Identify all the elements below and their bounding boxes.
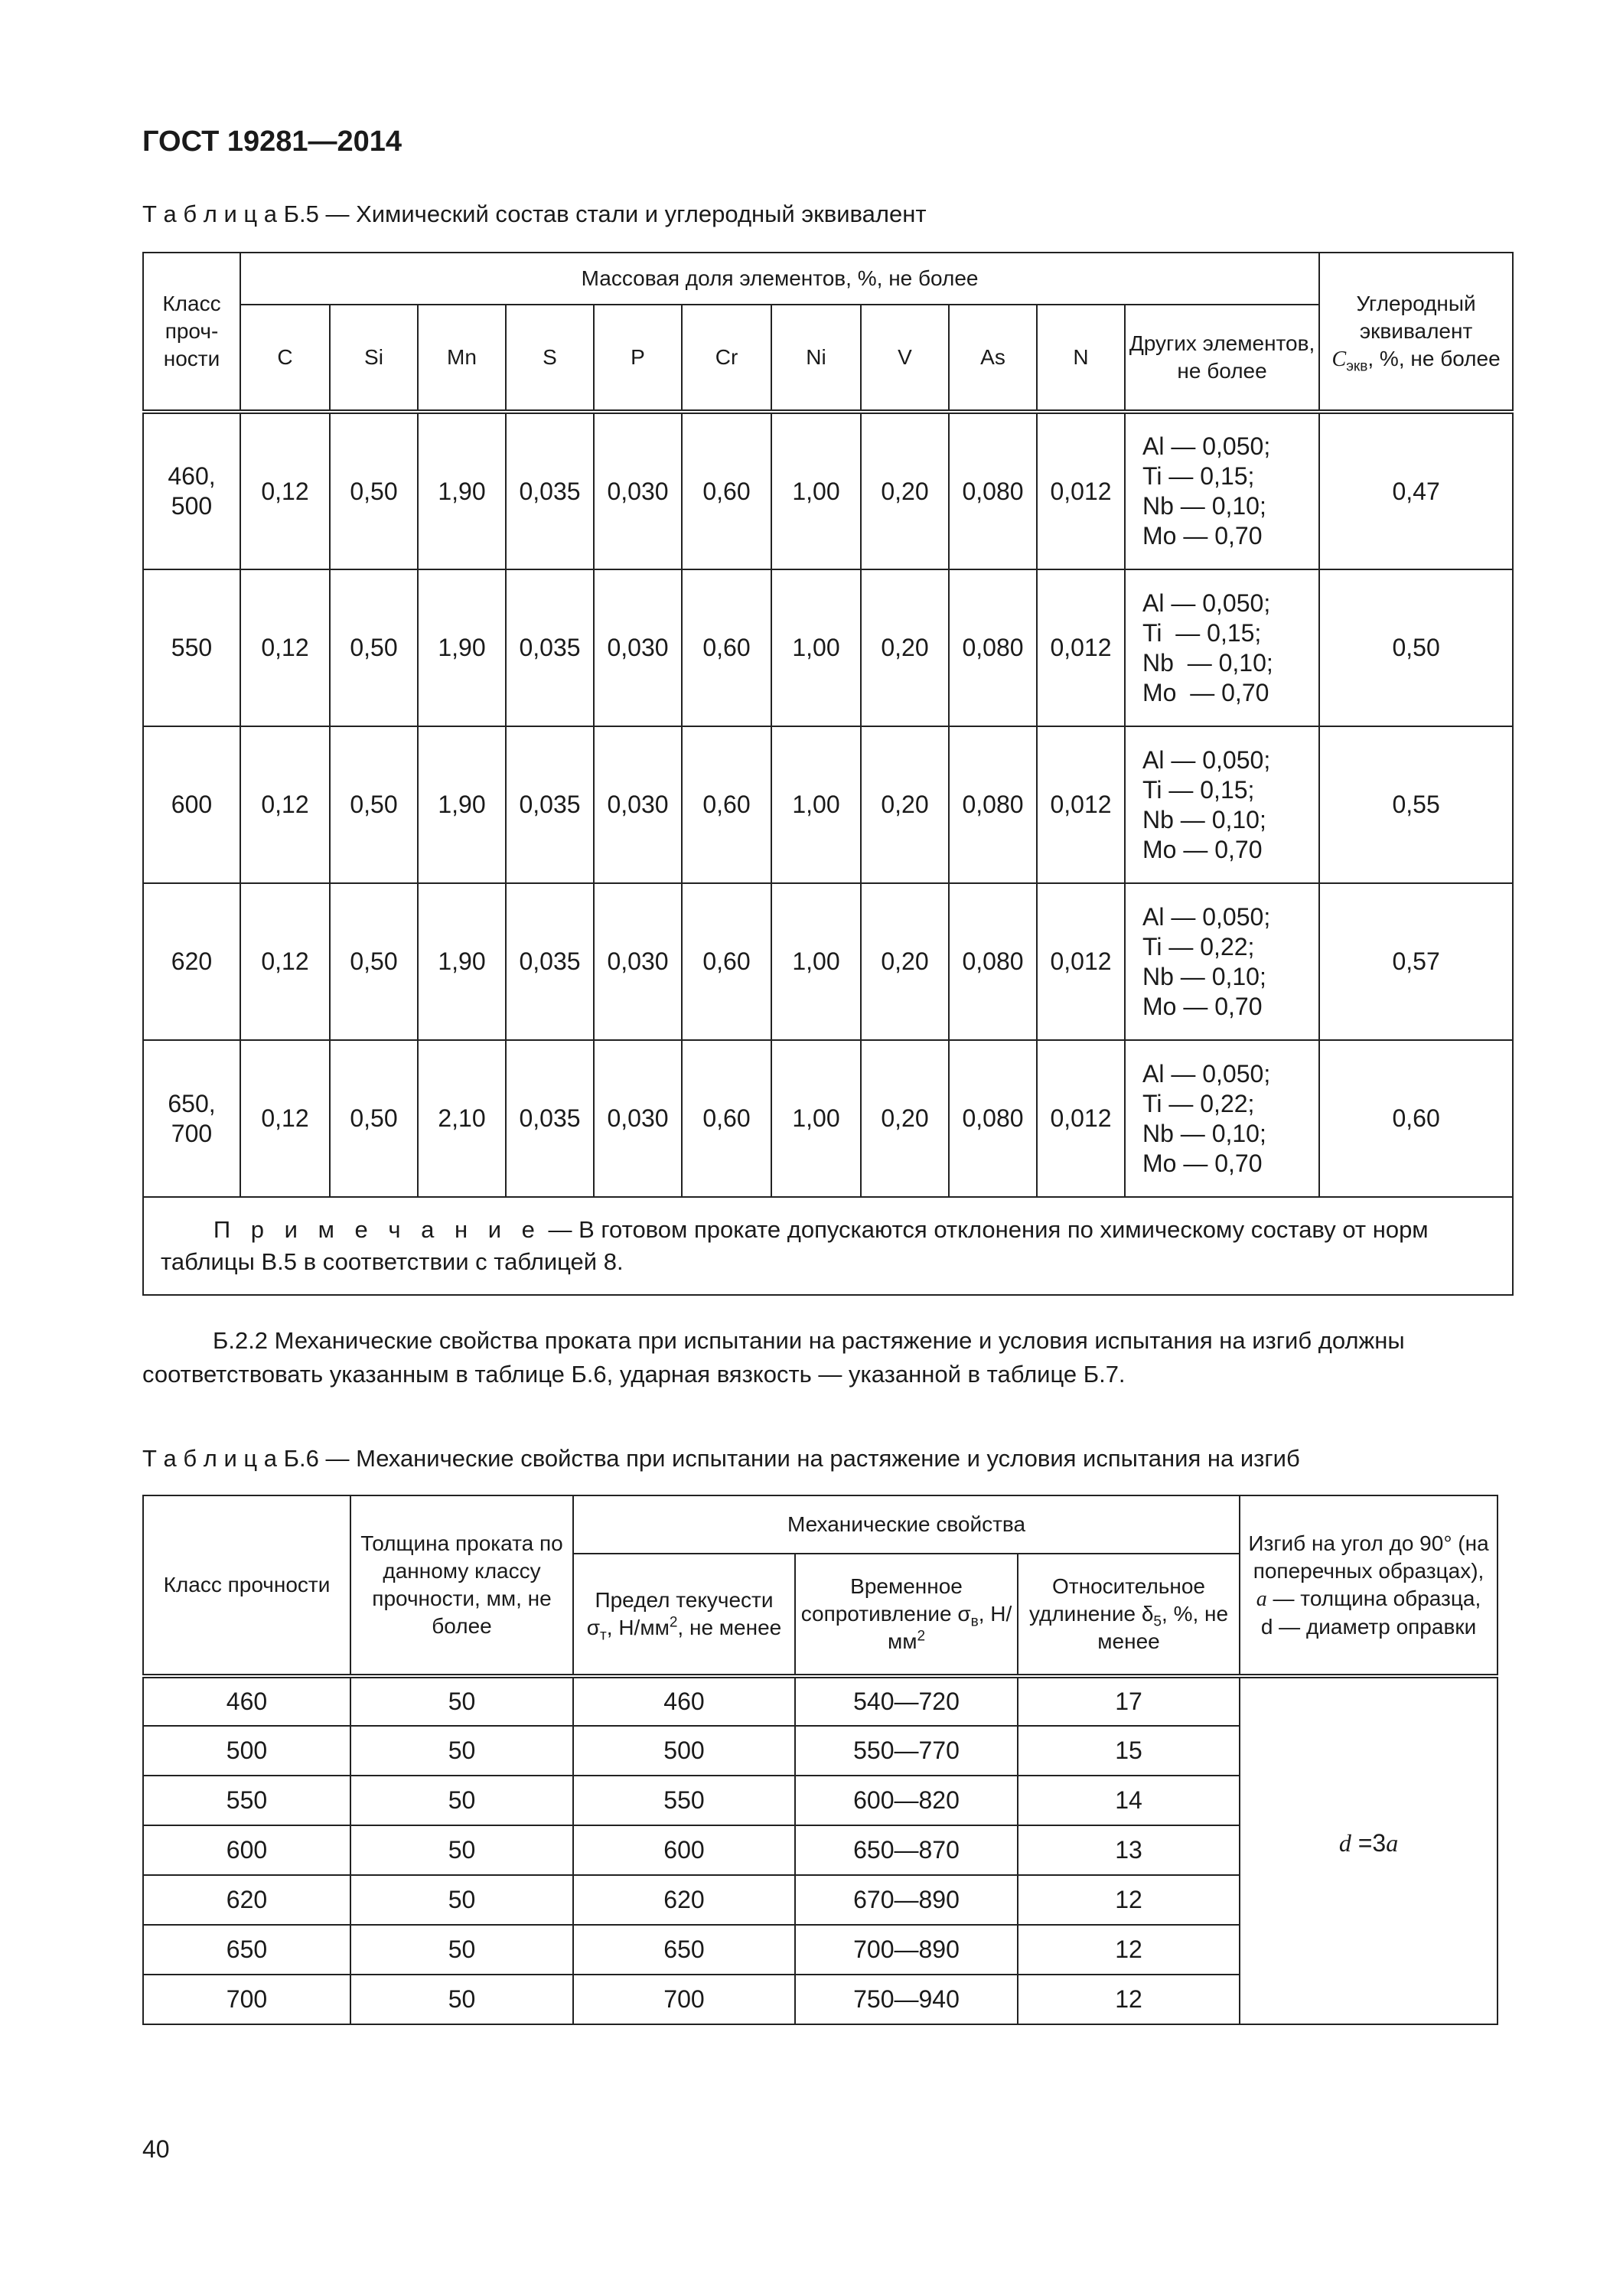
t5-other-element-line: Ti — 0,15;	[1142, 462, 1255, 490]
t5-cell-si: 0,50	[330, 1040, 418, 1197]
t5-cell-cr: 0,60	[682, 883, 771, 1040]
t5-other-element-line: Mo — 0,70	[1142, 835, 1263, 863]
t5-cell-c: 0,12	[240, 726, 330, 883]
t6-bend-value-d: d	[1338, 1829, 1351, 1857]
t5-cell-n: 0,012	[1037, 412, 1125, 569]
t5-cell-c: 0,12	[240, 883, 330, 1040]
t6-cell-tensile: 750—940	[795, 1975, 1018, 2024]
t6-row	[143, 1676, 1498, 1726]
paragraph-b-2-2: Б.2.2 Механические свойства проката при испытании на растяжение и условия испытания на изгиб должны соответствовать указанным в таблице Б.6, ударная вязкость — указанной в таблице Б.7.	[142, 1327, 1405, 1388]
t6-elong-label: Относительное удлинение	[1028, 1574, 1205, 1626]
t6-cell-class: 550	[143, 1776, 350, 1825]
table-6	[142, 1495, 1498, 2025]
t6-cell-yield: 600	[573, 1825, 795, 1875]
t6-bend-line1: Изгиб на угол до 90° (на поперечных образцах),	[1248, 1531, 1489, 1583]
t5-other-element-line: Ti — 0,15;	[1142, 618, 1262, 647]
t5-other-element-line: Mo — 0,70	[1142, 678, 1269, 706]
table-5	[142, 252, 1514, 1296]
t5-cell-p: 0,030	[594, 726, 682, 883]
t6-cell-class: 700	[143, 1975, 350, 2024]
t5-header-mass-fraction: Массовая доля элементов, %, не более	[240, 253, 1319, 305]
t5-cell-as: 0,080	[949, 883, 1037, 1040]
t5-ceq-symbol: С	[1331, 347, 1347, 371]
t5-element-header-row	[143, 305, 1513, 412]
t6-header-mechanical: Механические свойства	[573, 1495, 1240, 1554]
t6-header-thickness: Толщина проката по данному классу прочности, мм, не более	[350, 1495, 573, 1676]
t6-cell-thickness: 50	[350, 1825, 573, 1875]
t6-elong-unit: , %, не менее	[1097, 1602, 1229, 1653]
t5-header-element-as: As	[949, 305, 1037, 412]
t6-cell-class: 600	[143, 1825, 350, 1875]
t5-cell-mn: 1,90	[418, 412, 506, 569]
t5-cell-ni: 1,00	[771, 883, 861, 1040]
t5-other-element-line: Al — 0,050;	[1142, 745, 1271, 774]
t5-cell-class: 550	[143, 569, 240, 726]
t5-other-element-line: Ti — 0,22;	[1142, 1089, 1255, 1117]
t6-cell-thickness: 50	[350, 1875, 573, 1925]
t6-cell-tensile: 550—770	[795, 1726, 1018, 1776]
t5-other-element-line: Mo — 0,70	[1142, 992, 1263, 1020]
t5-cell-n: 0,012	[1037, 726, 1125, 883]
t6-cell-tensile: 670—890	[795, 1875, 1018, 1925]
t6-header-bend	[1240, 1495, 1498, 1676]
t5-cell-other-elements	[1125, 569, 1319, 726]
t5-other-element-line: Mo — 0,70	[1142, 1149, 1263, 1177]
t5-other-element-line: Nb — 0,10;	[1142, 492, 1266, 520]
t5-cell-p: 0,030	[594, 1040, 682, 1197]
t5-cell-carbon-equivalent: 0,57	[1319, 883, 1513, 1040]
t6-header-elongation	[1018, 1554, 1240, 1676]
t5-other-element-line: Nb — 0,10;	[1142, 648, 1273, 677]
t5-ceq-unit: , %, не более	[1367, 346, 1501, 370]
t5-header-element-si: Si	[330, 305, 418, 412]
table-5-caption-text: Б.5 — Химический состав стали и углеродный эквивалент	[283, 201, 927, 227]
t5-cell-mn: 1,90	[418, 726, 506, 883]
t5-other-element-line: Nb — 0,10;	[1142, 805, 1266, 833]
t5-cell-class: 460, 500	[143, 412, 240, 569]
t6-tensile-sub: в	[970, 1613, 979, 1630]
t6-cell-class: 460	[143, 1676, 350, 1726]
t6-cell-class: 620	[143, 1875, 350, 1925]
t6-yield-sub: т	[600, 1627, 607, 1644]
t6-cell-yield: 700	[573, 1975, 795, 2024]
t5-cell-class: 650, 700	[143, 1040, 240, 1197]
t5-other-element-line: Nb — 0,10;	[1142, 962, 1266, 990]
t5-cell-carbon-equivalent: 0,60	[1319, 1040, 1513, 1197]
t6-cell-yield: 500	[573, 1726, 795, 1776]
t5-row	[143, 1040, 1513, 1197]
t6-cell-thickness: 50	[350, 1925, 573, 1975]
t5-cell-ni: 1,00	[771, 726, 861, 883]
t6-cell-elongation: 12	[1018, 1925, 1240, 1975]
t6-cell-yield: 650	[573, 1925, 795, 1975]
t6-tensile-label: Временное сопротивление	[800, 1574, 963, 1626]
t5-cell-s: 0,035	[506, 883, 594, 1040]
t6-bend-value-a: a	[1386, 1829, 1399, 1857]
t6-elong-sym: δ	[1141, 1602, 1154, 1626]
t5-header-carbon-equivalent	[1319, 253, 1513, 412]
table-6-caption-label: Т а б л и ц а	[142, 1445, 278, 1472]
t5-cell-p: 0,030	[594, 412, 682, 569]
t6-cell-elongation: 13	[1018, 1825, 1240, 1875]
t5-cell-ni: 1,00	[771, 1040, 861, 1197]
t5-row	[143, 883, 1513, 1040]
t6-cell-tensile: 540—720	[795, 1676, 1018, 1726]
table-6-caption-text: Б.6 — Механические свойства при испытании на растяжение и условия испытания на изгиб	[283, 1445, 1300, 1472]
t5-cell-v: 0,20	[861, 883, 949, 1040]
t6-bend-line2: — толщина образца,	[1266, 1586, 1481, 1610]
t6-tensile-sup: 2	[917, 1628, 926, 1645]
t5-cell-v: 0,20	[861, 412, 949, 569]
t5-header-element-p: P	[594, 305, 682, 412]
t5-cell-c: 0,12	[240, 569, 330, 726]
t5-cell-carbon-equivalent: 0,50	[1319, 569, 1513, 726]
t5-cell-carbon-equivalent: 0,47	[1319, 412, 1513, 569]
t5-note-text: — В готовом прокате допускаются отклонения по химическому составу от норм таблицы В.5 в соответствии с таблицей 8.	[161, 1216, 1429, 1275]
t5-other-element-line: Ti — 0,15;	[1142, 775, 1255, 804]
t6-cell-class: 500	[143, 1726, 350, 1776]
t5-other-element-line: Al — 0,050;	[1142, 902, 1271, 931]
t5-cell-c: 0,12	[240, 1040, 330, 1197]
t5-header-element-ni: Ni	[771, 305, 861, 412]
t6-yield-min: , не менее	[677, 1616, 782, 1639]
t5-cell-cr: 0,60	[682, 569, 771, 726]
t5-cell-other-elements	[1125, 412, 1319, 569]
t5-row	[143, 412, 1513, 569]
t5-header-element-v: V	[861, 305, 949, 412]
t6-cell-thickness: 50	[350, 1776, 573, 1825]
t6-cell-yield: 620	[573, 1875, 795, 1925]
t6-header-yield	[573, 1554, 795, 1676]
t5-cell-si: 0,50	[330, 412, 418, 569]
t5-cell-n: 0,012	[1037, 569, 1125, 726]
t6-cell-yield: 550	[573, 1776, 795, 1825]
t5-other-element-line: Al — 0,050;	[1142, 432, 1271, 460]
t5-cell-as: 0,080	[949, 412, 1037, 569]
t5-cell-v: 0,20	[861, 726, 949, 883]
t5-cell-as: 0,080	[949, 726, 1037, 883]
t5-cell-mn: 1,90	[418, 883, 506, 1040]
t5-row	[143, 569, 1513, 726]
t5-other-element-line: Mo — 0,70	[1142, 522, 1263, 550]
t5-cell-s: 0,035	[506, 1040, 594, 1197]
table-5-caption	[142, 201, 927, 228]
t6-cell-class: 650	[143, 1925, 350, 1975]
t5-cell-as: 0,080	[949, 569, 1037, 726]
t5-cell-s: 0,035	[506, 412, 594, 569]
t5-cell-si: 0,50	[330, 726, 418, 883]
t5-note	[143, 1197, 1513, 1295]
t6-bend-line3: d — диаметр оправки	[1260, 1614, 1477, 1639]
t5-cell-other-elements	[1125, 883, 1319, 1040]
t5-header-element-n: N	[1037, 305, 1125, 412]
t6-cell-bend-value	[1240, 1676, 1498, 2024]
t5-cell-n: 0,012	[1037, 1040, 1125, 1197]
t6-bend-a: а	[1256, 1587, 1267, 1611]
t5-cell-p: 0,030	[594, 883, 682, 1040]
t5-cell-s: 0,035	[506, 726, 594, 883]
t5-header-class: Класс проч-ности	[143, 253, 240, 412]
t6-header-tensile	[795, 1554, 1018, 1676]
t6-cell-thickness: 50	[350, 1975, 573, 2024]
t5-header-element-c: C	[240, 305, 330, 412]
page-number: 40	[142, 2135, 170, 2163]
t5-cell-ni: 1,00	[771, 412, 861, 569]
table-6-caption	[142, 1445, 1300, 1473]
t5-cell-v: 0,20	[861, 1040, 949, 1197]
t5-header-element-mn: Mn	[418, 305, 506, 412]
t6-cell-elongation: 17	[1018, 1676, 1240, 1726]
t5-cell-as: 0,080	[949, 1040, 1037, 1197]
t6-cell-elongation: 14	[1018, 1776, 1240, 1825]
t5-cell-p: 0,030	[594, 569, 682, 726]
t5-cell-other-elements	[1125, 1040, 1319, 1197]
t5-cell-n: 0,012	[1037, 883, 1125, 1040]
t5-row	[143, 726, 1513, 883]
t5-other-element-line: Al — 0,050;	[1142, 1059, 1271, 1088]
t5-header-element-cr: Cr	[682, 305, 771, 412]
t6-cell-elongation: 12	[1018, 1875, 1240, 1925]
t5-cell-s: 0,035	[506, 569, 594, 726]
t6-elong-sub: 5	[1153, 1613, 1162, 1630]
t6-cell-tensile: 700—890	[795, 1925, 1018, 1975]
t5-ceq-subscript: экв	[1346, 358, 1368, 375]
t5-cell-si: 0,50	[330, 883, 418, 1040]
t5-ceq-label: Углеродный эквивалент	[1356, 291, 1476, 343]
t6-cell-yield: 460	[573, 1676, 795, 1726]
t5-header-element-s: S	[506, 305, 594, 412]
t5-cell-mn: 1,90	[418, 569, 506, 726]
t5-other-element-line: Nb — 0,10;	[1142, 1119, 1266, 1147]
t6-cell-tensile: 600—820	[795, 1776, 1018, 1825]
t6-tensile-sym: σ	[957, 1602, 971, 1626]
t5-cell-si: 0,50	[330, 569, 418, 726]
t5-cell-cr: 0,60	[682, 412, 771, 569]
t6-yield-sym: σ	[586, 1616, 601, 1639]
t6-yield-unit: , Н/мм	[606, 1616, 670, 1639]
t5-note-label: П р и м е ч а н и е	[213, 1216, 542, 1243]
t6-bend-value-eq: =3	[1351, 1829, 1387, 1857]
t5-cell-carbon-equivalent: 0,55	[1319, 726, 1513, 883]
t6-header-class: Класс прочности	[143, 1495, 350, 1676]
t6-cell-elongation: 12	[1018, 1975, 1240, 2024]
t6-cell-elongation: 15	[1018, 1726, 1240, 1776]
document-header: ГОСТ 19281—2014	[142, 126, 402, 158]
t6-cell-thickness: 50	[350, 1676, 573, 1726]
t6-yield-sup: 2	[669, 1614, 678, 1631]
t5-other-element-line: Al — 0,050;	[1142, 589, 1271, 617]
t5-other-element-line: Ti — 0,22;	[1142, 932, 1255, 960]
t5-cell-class: 620	[143, 883, 240, 1040]
table-5-caption-label: Т а б л и ц а	[142, 201, 278, 227]
t5-cell-v: 0,20	[861, 569, 949, 726]
t5-cell-cr: 0,60	[682, 726, 771, 883]
t6-cell-tensile: 650—870	[795, 1825, 1018, 1875]
t5-cell-other-elements	[1125, 726, 1319, 883]
t5-cell-c: 0,12	[240, 412, 330, 569]
t6-yield-label: Предел текучести	[595, 1588, 774, 1612]
t5-cell-ni: 1,00	[771, 569, 861, 726]
t5-header-other-elements: Других элементов, не более	[1125, 305, 1319, 412]
t5-cell-cr: 0,60	[682, 1040, 771, 1197]
t5-cell-mn: 2,10	[418, 1040, 506, 1197]
t6-tensile-unit: , Н/мм	[887, 1602, 1012, 1653]
t6-cell-thickness: 50	[350, 1726, 573, 1776]
t5-cell-class: 600	[143, 726, 240, 883]
